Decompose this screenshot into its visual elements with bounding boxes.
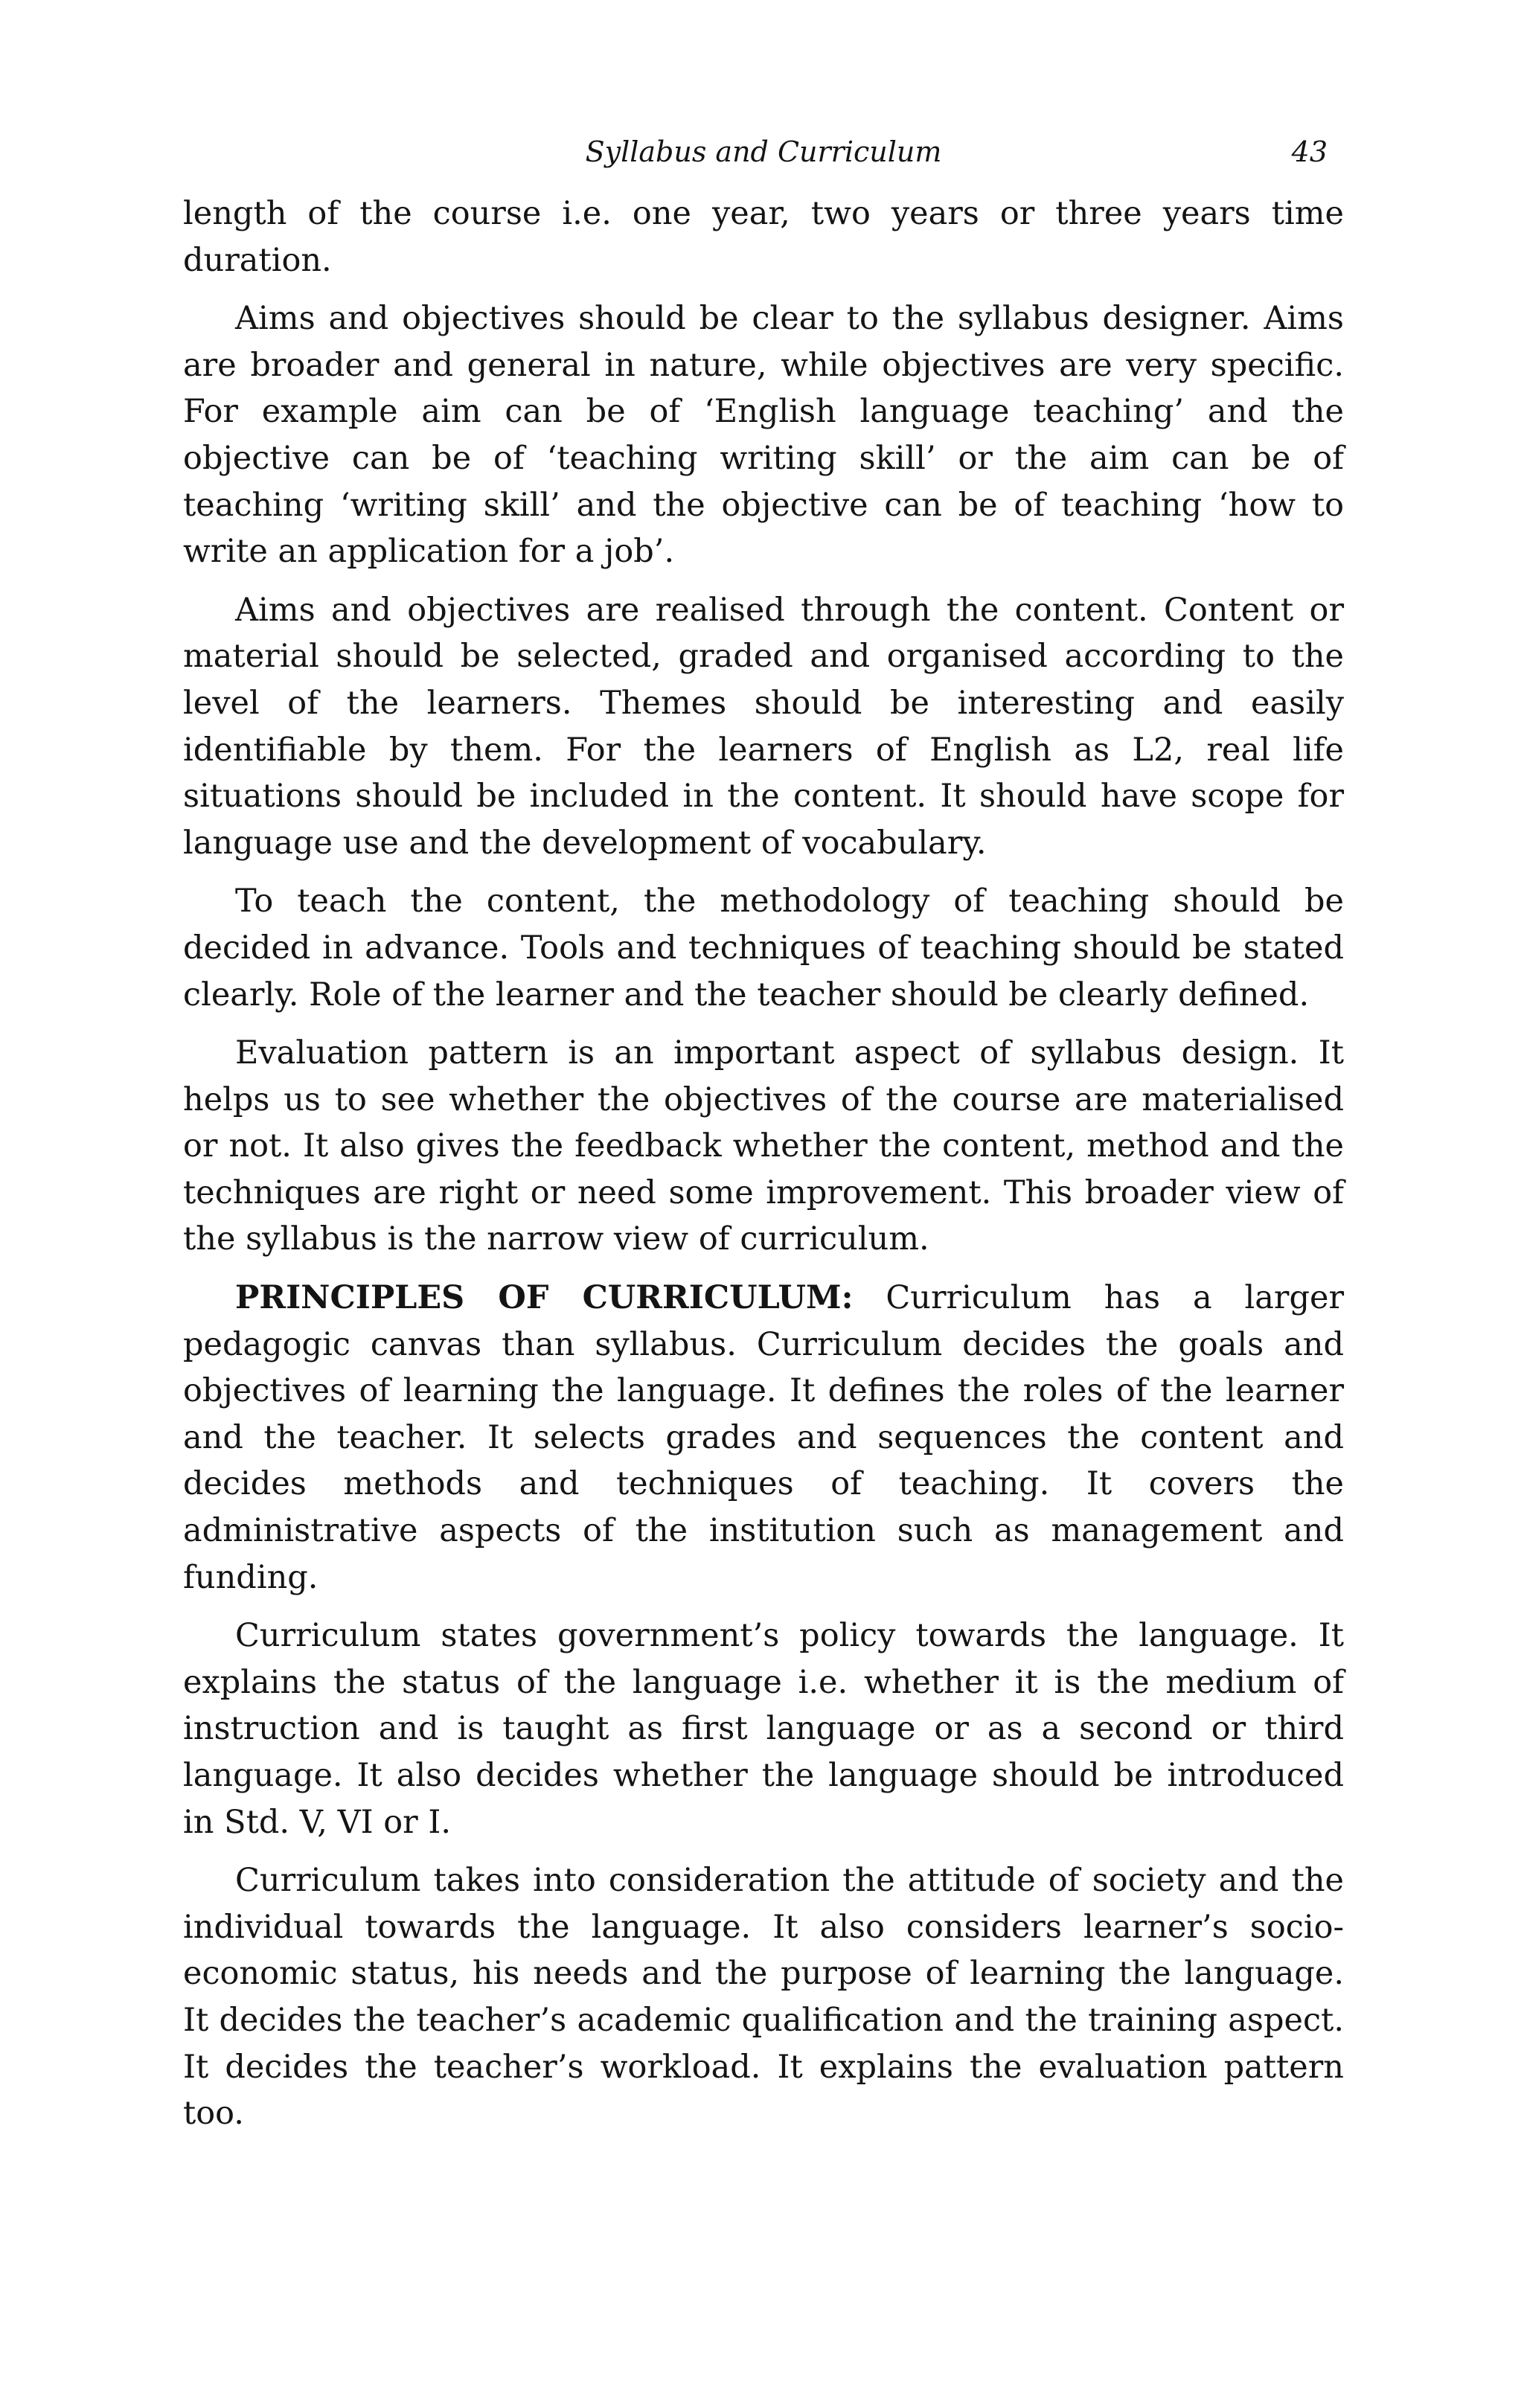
paragraph-principles	[183, 1275, 1344, 1601]
section-heading: PRINCIPLES OF CURRICULUM:	[235, 1279, 854, 1317]
paragraph-principles-text: Curriculum has a larger pedagogic canvas than syllabus. Curriculum decides the goals and objectives of learning the language. It defines the roles of the learner and the teacher. It selects grades and sequences the content and decides methods and techniques of teaching. It covers the administrative aspects of the institution such as management and funding.	[183, 1279, 1344, 1596]
book-page	[183, 134, 1344, 2149]
paragraph-continuation: length of the course i.e. one year, two years or three years time duration.	[183, 195, 1344, 279]
paragraph-content: Aims and objectives are realised through the content. Content or material should be selected, graded and organised according to the level of the learners. Themes should be interesting and easily identifiable by them. For the learners of English as L2, real life situations should be included in the content. It should have scope for language use and the development of vocabulary.	[183, 591, 1344, 862]
paragraph-government-policy: Curriculum states government’s policy towards the language. It explains the status of the language i.e. whether it is the medium of instruction and is taught as first language or as a second or third language. It also decides whether the language should be introduced in Std. V, VI or I.	[183, 1617, 1344, 1841]
paragraph-methodology: To teach the content, the methodology of teaching should be decided in advance. Tools and techniques of teaching should be stated clearly. Role of the learner and the teacher should be clearly defined.	[183, 883, 1344, 1014]
paragraph-aims-objectives: Aims and objectives should be clear to the syllabus designer. Aims are broader and general in nature, while objectives are very specific. For example aim can be of ‘English language teaching’ and the objective can be of ‘teaching writing skill’ or the aim can be of teaching ‘writing skill’ and the objective can be of teaching ‘how to write an application for a job’.	[183, 300, 1344, 571]
running-header	[183, 134, 1344, 190]
paragraph-attitude: Curriculum takes into consideration the attitude of society and the individual towards the language. It also considers learner’s socio-economic status, his needs and the purpose of learning the language. It decides the teacher’s academic qualification and the training aspect. It decides the teacher’s workload. It explains the evaluation pattern too.	[183, 1862, 1344, 2133]
paragraph-evaluation: Evaluation pattern is an important aspect of syllabus design. It helps us to see whether the objectives of the course are materialised or not. It also gives the feedback whether the content, method and the techniques are right or need some improvement. This broader view of the syllabus is the narrow view of curriculum.	[183, 1034, 1344, 1258]
body-text	[183, 190, 1344, 2137]
running-title: Syllabus and Curriculum	[585, 135, 942, 168]
page-number: 43	[1291, 135, 1328, 168]
